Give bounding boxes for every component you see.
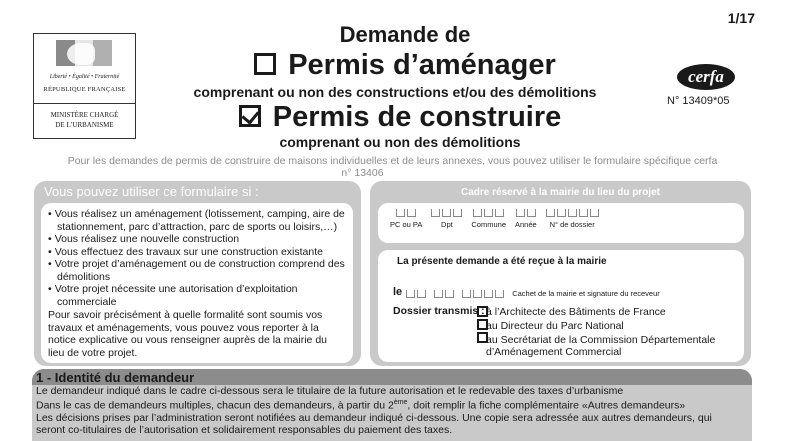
usage-box xyxy=(34,181,361,366)
dossier-field[interactable] xyxy=(431,209,462,229)
government-logo xyxy=(33,33,136,139)
transmis-label: Dossier transmis : xyxy=(393,305,485,317)
page-number: 1/17 xyxy=(727,10,755,26)
ministry-line1: MINISTÈRE CHARGÉ xyxy=(50,111,119,119)
option2-subtitle: comprenant ou non des démolitions xyxy=(279,134,521,150)
usage-box-content xyxy=(41,203,353,363)
reception-box xyxy=(378,250,744,362)
option2-label: Permis de construire xyxy=(272,101,562,133)
section-line2-b: , doit remplir la fiche complémentaire «Autres demandeurs» xyxy=(407,399,686,412)
usage-list xyxy=(48,208,346,308)
dossier-field[interactable] xyxy=(471,209,506,229)
dossier-field-label: Dpt xyxy=(441,220,453,229)
mairie-box xyxy=(370,181,751,366)
dossier-number-box xyxy=(378,203,744,243)
recipient-cdac-line1: au Secrétariat de la Commission Départementale xyxy=(486,334,716,346)
usage-box-title: Vous pouvez utiliser ce formulaire si : xyxy=(44,184,259,199)
date-field[interactable] xyxy=(406,290,504,298)
logo-emblem xyxy=(34,34,135,104)
option-permis-construire xyxy=(200,101,600,134)
dossier-field-label: Année xyxy=(515,220,537,229)
notice-line2 xyxy=(30,167,755,179)
cerfa-number: N° 13409*05 xyxy=(667,95,730,107)
section-body xyxy=(36,385,748,437)
mairie-box-title: Cadre réservé à la mairie du lieu du projet xyxy=(461,187,660,198)
usage-item: • Vous réalisez une nouvelle construction xyxy=(48,233,346,246)
section-line2 xyxy=(36,397,748,412)
section-line2-a: Dans le cas de demandeurs multiples, chacun des demandeurs, à partir du 2 xyxy=(36,399,394,412)
usage-item: • Vous réalisez un aménagement (lotissement, camping, aire de stationnement, parc d’attraction, parc de sports ou loisirs,…) xyxy=(48,208,346,233)
dossier-field-label: Commune xyxy=(471,220,506,229)
date-row xyxy=(393,286,660,298)
received-label: La présente demande a été reçue à la mairie xyxy=(397,256,607,267)
notice-line2-text: n° 13406 xyxy=(341,167,384,179)
section-title: 1 - Identité du demandeur xyxy=(36,370,195,385)
recipient-parc-national: au Directeur du Parc National xyxy=(486,320,624,332)
dossier-field[interactable] xyxy=(546,209,599,229)
checkbox-permis-construire[interactable] xyxy=(239,105,261,127)
date-prefix: le xyxy=(393,286,403,298)
dossier-field-label: N° de dossier xyxy=(549,220,595,229)
marianne-icon xyxy=(67,43,95,65)
logo-ministry xyxy=(34,104,135,130)
section-line1: Le demandeur indiqué dans le cadre ci-dessous sera le titulaire de la future autorisation et le redevable des taxes d’urbanisme xyxy=(36,385,624,397)
logo-republic: RÉPUBLIQUE FRANÇAISE xyxy=(43,86,126,93)
ministry-line2: DE L’URBANISME xyxy=(55,121,114,129)
logo-motto: Liberté • Égalité • Fraternité xyxy=(49,74,120,80)
form-title: Demande de xyxy=(339,22,471,47)
notice-line1: Pour les demandes de permis de construire de maisons individuelles et de leurs annexes, vous pouvez utiliser le formulaire spécifique cerfa xyxy=(67,155,718,167)
usage-footer: Pour savoir précisément à quelle formalité sont soumis vos travaux et aménagements, vous pouvez vous reporter à la notice explicative ou vous renseigner auprès de la mairie du lieu de votre projet. xyxy=(48,309,327,359)
dossier-field[interactable] xyxy=(390,209,422,229)
usage-item: • Vous effectuez des travaux sur une construction existante xyxy=(48,246,346,259)
dossier-field-label: PC ou PA xyxy=(390,220,423,229)
dossier-field[interactable] xyxy=(515,209,537,229)
section-line2-sup: ème xyxy=(393,399,408,407)
section-line3: Les décisions prises par l’administration seront notifiées au demandeur indiqué ci-dessous. Une copie sera adressée aux autres demandeurs, qui xyxy=(36,412,712,425)
section-identite-demandeur xyxy=(32,369,752,441)
recipient-cdac-line2: d’Aménagement Commercial xyxy=(486,346,622,358)
recipient-abf: à l’Architecte des Bâtiments de France xyxy=(486,306,666,318)
section-header xyxy=(32,369,752,385)
usage-item: • Votre projet nécessite une autorisation d’exploitation commerciale xyxy=(48,283,346,308)
dossier-fields xyxy=(390,209,599,229)
stamp-label: Cachet de la mairie et signature du receveur xyxy=(512,289,660,298)
option1-label: Permis d’aménager xyxy=(288,49,556,81)
option1-subtitle: comprenant ou non des constructions et/ou des démolitions xyxy=(193,84,597,100)
usage-item: • Votre projet d’aménagement ou de construction comprend des démolitions xyxy=(48,258,346,283)
option-permis-amenager xyxy=(210,49,600,82)
cerfa-logo: cerfa xyxy=(677,64,735,90)
checkbox-permis-amenager[interactable] xyxy=(254,53,276,75)
section-line4: seront co-titulaires de l’autorisation et solidairement responsables du paiement des taxes. xyxy=(36,424,453,437)
